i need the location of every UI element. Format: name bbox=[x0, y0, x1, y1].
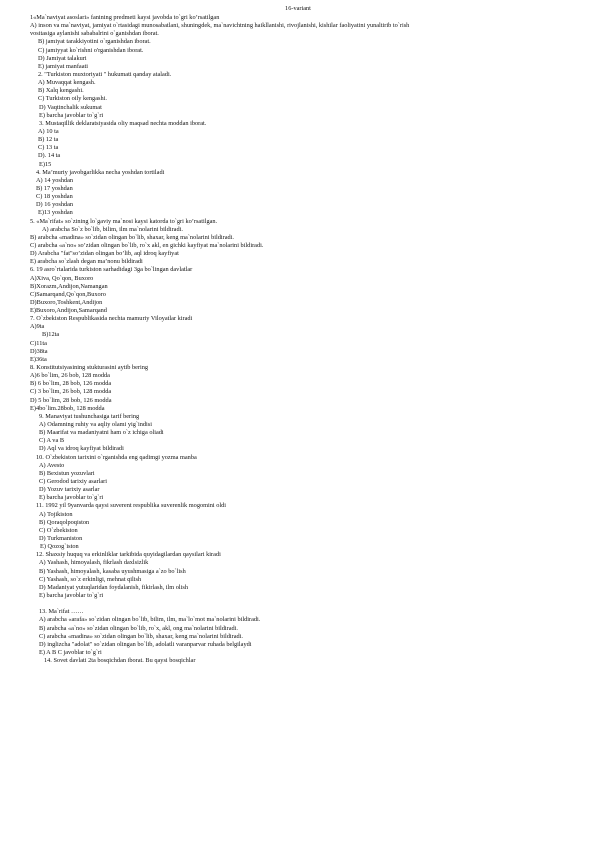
text-line: E)Buxoro,Andijon,Samarqand bbox=[30, 307, 107, 315]
text-line: 14. Sovet davlati 2ta bosqichdan iborat. Bu qaysi bosqichlar bbox=[44, 657, 196, 665]
text-line: B) Xalq kengashi. bbox=[38, 87, 84, 95]
text-line: B) 12 ta bbox=[38, 136, 59, 144]
text-line: C) O`zbekiston bbox=[39, 526, 78, 534]
text-line: B) arabcha «а`no» so`zidan olingan bo`lib, ro`x, akl, ong ma`nolarini bildiradi. bbox=[39, 624, 238, 632]
text-line: C)Samarqand,Qo`qon,Buxoro bbox=[30, 290, 106, 298]
text-line: 5. «Ma`rifat» so`zining lo`gaviy ma`nosi kaysi katorda to`gri ko’rsatilgan. bbox=[30, 217, 218, 225]
text-line: A) Tojikiston bbox=[39, 510, 73, 518]
text-line: E) Qozog`iston bbox=[40, 543, 79, 551]
text-line: B) Yashash, himoyalash, kasaba uyushmasiga a`zo bo`lish bbox=[39, 567, 186, 575]
text-line: 11. 1992 yil 9yanvarda qaysi suverent respublika suverenlik mogomini oldi bbox=[36, 502, 227, 510]
text-line: B) arabcha «madina» so`zidan olingan bo`lib, shaxar, keng ma`nolarini bildiradi. bbox=[30, 233, 234, 241]
text-line: A) arabcha «arafa» so`zidan olingan bo`lib, bilim, ilm, ma`lo`mot ma`nolarini bildiradi. bbox=[39, 616, 261, 624]
text-line: E) jamiyat manfaati bbox=[38, 62, 89, 70]
text-line: B) 6 bo`lim, 28 bob, 126 modda bbox=[30, 380, 112, 388]
text-line: E) A B C javoblar to`g`ri bbox=[39, 648, 102, 656]
text-line: A) Yashash, himoyalash, fikrlash daxlsizlik bbox=[39, 559, 149, 567]
text-line: C)11ta bbox=[30, 339, 47, 347]
text-line: A) Avesto bbox=[39, 461, 65, 469]
text-line: A) 14 yoshdan bbox=[36, 176, 74, 184]
text-line: A)9ta bbox=[30, 323, 45, 331]
text-line: A) Odamning ruhiy va aqliy olami yig`indisi bbox=[39, 421, 152, 429]
text-line: E) barcha javoblar to`g`ri bbox=[39, 494, 104, 502]
text-line: E) barcha javoblar to`g`ri bbox=[39, 591, 104, 599]
text-line: B)12ta bbox=[42, 331, 60, 339]
text-line: A) Muvaqqat kengash. bbox=[38, 79, 96, 87]
text-line: D) inglizcha "adolat" so`zidan olingan bo`lib, adolatli varanparvar ruhada belgilaydi bbox=[39, 640, 252, 648]
text-line: E) arabcha so`zlash degan ma’nonu bildiradi bbox=[30, 258, 143, 266]
text-line: D). 14 ta bbox=[38, 152, 61, 160]
text-line: 9. Manaviyat tushunchasiga tarif bering bbox=[39, 412, 140, 420]
text-line: 6. 19 asro`rtalarida turkiston sarhadidagi 3ga bo`lingan davlatlar bbox=[30, 266, 193, 274]
text-line: E)15 bbox=[39, 160, 52, 168]
text-line: D) Aql va idroq kayfiyat bildiradi bbox=[39, 445, 124, 453]
text-line: D) 5 bo`lim, 28 bob, 126 modda bbox=[30, 396, 112, 404]
text-line: 13. Ma`rifat …… bbox=[39, 608, 84, 616]
text-line: A) 10 ta bbox=[38, 127, 59, 135]
text-line: C) Yashash, so`z erkinligi, mehnat qilish bbox=[39, 575, 142, 583]
text-line: B) Qoraqolpoqiston bbox=[39, 518, 90, 526]
text-line: E)4bo`lim.28bob, 128 modda bbox=[30, 404, 105, 412]
page-header: 16-variant bbox=[285, 5, 311, 12]
text-line: 2. "Turkiston muxtoriyati " hukumati qanday ataladi. bbox=[38, 70, 172, 78]
text-line: B) Bexistun yozuvlari bbox=[39, 469, 95, 477]
text-line: D) 16 yoshdan bbox=[36, 201, 74, 209]
text-line: B) 17 yoshdan bbox=[36, 184, 73, 192]
text-line: D) Arabcha "fat"so’zidan olingan bo’lib, aql idroq kayfiyat bbox=[30, 250, 179, 258]
text-line: C) Gerodod tarixiy asarlari bbox=[39, 478, 108, 486]
text-line: C) jamiyyat ko`rishni o'rganishdan iborat. bbox=[38, 46, 144, 54]
text-line: C) A va B bbox=[39, 437, 65, 445]
text-line: E) barcha javoblar to`g`ri bbox=[39, 111, 104, 119]
text-line: 3. Mustaqillik deklaratsiyasida oliy maqsad nechta moddan iborat. bbox=[39, 119, 207, 127]
text-line: A) arabcha So`z bo`lib, bilim, ilm ma`nolarini bildiradi. bbox=[42, 225, 183, 233]
text-line: D) Yozuv tarixiy asarlar bbox=[39, 486, 100, 494]
text-line: B) Maarifat va madaniyatni ham o`z ichiga oliadi bbox=[39, 429, 164, 437]
text-line: D) Turkmaniston bbox=[39, 535, 83, 542]
text-line: 10. O`zbekiston tarixini o`rganishda eng qadimgi yozma manba bbox=[36, 453, 197, 461]
text-line: 8. Konstitutsiyasining stukturasini aytib bering bbox=[30, 364, 149, 372]
text-line: 4. Ma’muriy javobgarlikka necha yoshdan tortiladi bbox=[36, 168, 165, 176]
text-line: B) jamiyat tarakkiyotini o`rganishdan iborat. bbox=[38, 38, 151, 46]
text-line: 1«Ma`naviyat asoslari» fanining predmeti kaysi javobda to`gri ko’rsatilgan bbox=[30, 14, 220, 21]
text-line: D) Vaqtinchalik sukumat bbox=[39, 103, 102, 111]
text-line: B)Xorazm,Andijon,Namangan bbox=[30, 282, 108, 290]
text-line: A) inson va ma`naviyat, jamiyat o`rtasidagi munosabatlani, shuningdek, ma`navichtning haikllanishi, rivojlanishi, kishilar faoliyatini yunaltirib to`rish bbox=[30, 22, 410, 30]
text-line: A)6 bo`lim, 26 bob, 128 modda bbox=[30, 372, 110, 380]
text-line: 7. O`zbekiston Respublikasida nechta mamuriy Viloyatlar kiradi bbox=[30, 315, 193, 323]
document-body bbox=[30, 14, 570, 665]
text-line: C) 3 bo`lim, 26 bob, 128 modda bbox=[30, 388, 112, 396]
text-line: E)13 yoshdan bbox=[38, 209, 73, 217]
text-line: D) Jamiyat talakuri bbox=[38, 54, 87, 62]
text-line: E)36ta bbox=[30, 355, 47, 363]
text-line: 12. Shaxsiy huquq va erkinliklar tarkibida quyidagilardan qaysilari kiradi bbox=[36, 551, 221, 559]
text-line: D) Madaniyat yutuqlaridan foydalanish, fikirlash, ilm olish bbox=[39, 583, 188, 591]
text-line: D)Buxoro,Toshkent,Andijon bbox=[30, 298, 103, 306]
text-line: C) Turkiston oily kengashi. bbox=[38, 95, 107, 103]
text-line: C) arabcha «а`no» so’zidan olingan bo`lib, ro`x akl, en gichki kayfiyat ma`nolarini bildiradi. bbox=[30, 241, 264, 249]
text-line: A)Xiva, Qo`qon, Buxoro bbox=[30, 274, 94, 282]
text-line: C) 18 yoshdan bbox=[36, 193, 73, 201]
text-line: vositasiga aylanishi sababalrini o`ganishdan iborat. bbox=[30, 30, 159, 38]
text-line: C) 13 ta bbox=[38, 144, 59, 152]
blank-line bbox=[30, 600, 570, 608]
text-line: D)38ta bbox=[30, 347, 48, 355]
text-line: C) arabcha «madina» so`zidan olingan bo`lib, shaxar, keng ma`nolarini bildiradi. bbox=[39, 632, 243, 640]
